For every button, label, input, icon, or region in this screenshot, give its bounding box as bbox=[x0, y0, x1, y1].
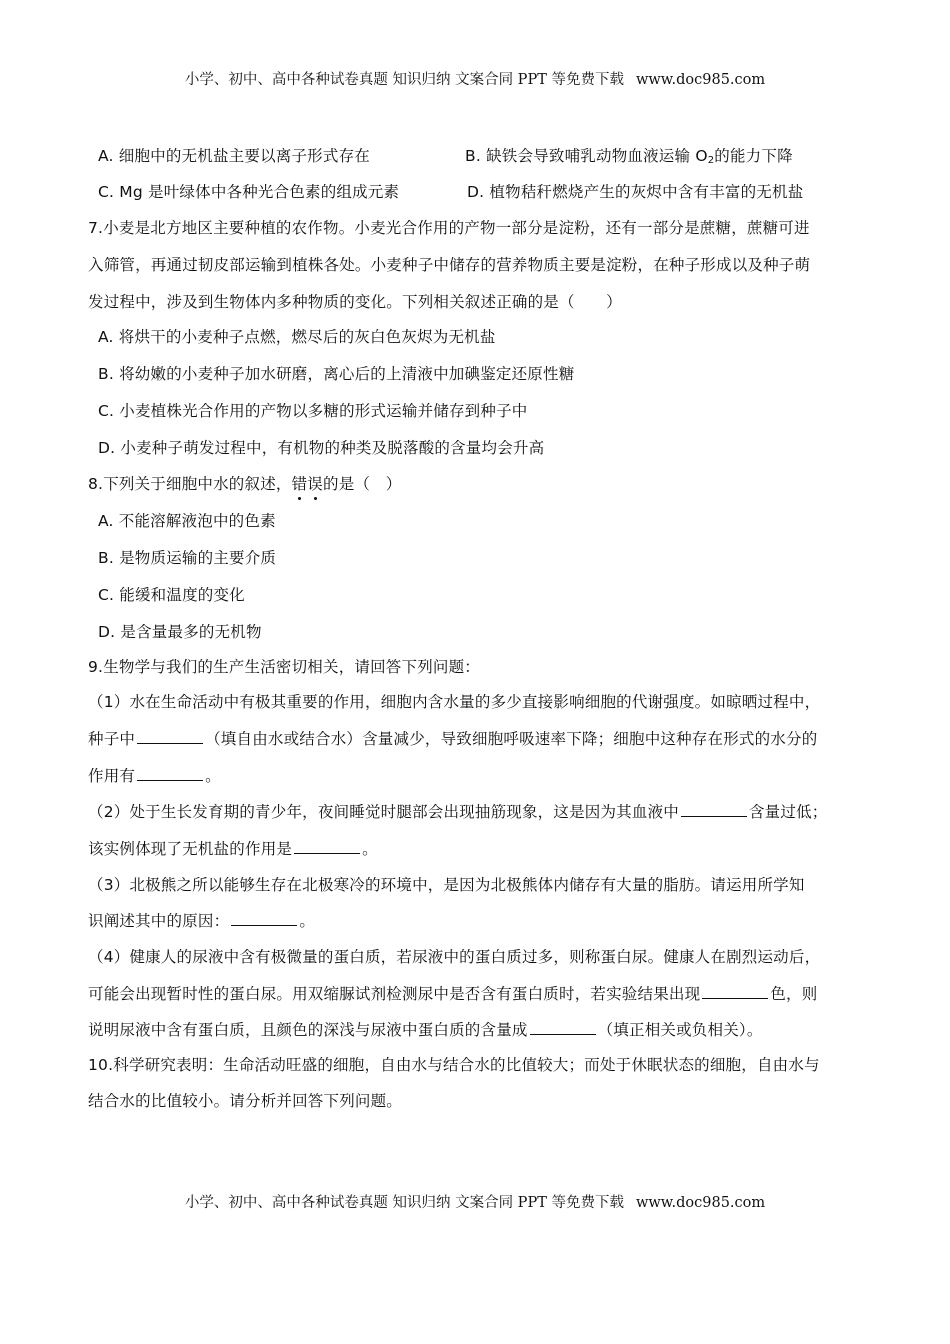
q6-options-row2 bbox=[98, 182, 878, 202]
q9-part1-line1: （1）水在生命活动中有极其重要的作用，细胞内含水量的多少直接影响细胞的代谢强度。如晾晒过程中， bbox=[88, 693, 821, 711]
q6-option-a: A. 细胞中的无机盐主要以离子形式存在 bbox=[98, 147, 370, 165]
q6-option-b: B. 缺铁会导致哺乳动物血液运输 $O_2$的能力下降 bbox=[465, 147, 793, 166]
q9-part4-line3: 说明尿液中含有蛋白质，且颜色的深浅与尿液中蛋白质的含量成 （填正相关或负相关）。 bbox=[88, 1021, 763, 1039]
page-footer bbox=[0, 1191, 950, 1212]
answer-blank bbox=[137, 766, 203, 781]
q9-part2-line2: 该实例体现了无机盐的作用是 。 bbox=[88, 840, 378, 858]
q9-part4-line1: （4）健康人的尿液中含有极微量的蛋白质，若尿液中的蛋白质过多，则称蛋白尿。健康人在剧烈运动后， bbox=[88, 948, 821, 966]
q8-stem: 8.下列关于细胞中水的叙述，错误的是（ ） bbox=[88, 475, 402, 493]
answer-blank bbox=[294, 839, 360, 854]
q9-part3-line1: （3）北极熊之所以能够生存在北极寒冷的环境中，是因为北极熊体内储存有大量的脂肪。请运用所学知 bbox=[88, 876, 805, 894]
q9-part4-line2: 可能会出现暂时性的蛋白尿。用双缩脲试剂检测尿中是否含有蛋白质时，若实验结果出现 色，则 bbox=[88, 985, 818, 1003]
q6-option-c: C. Mg 是叶绿体中各种光合色素的组成元素 bbox=[98, 183, 400, 201]
header-site: www.doc985.com bbox=[635, 72, 766, 88]
q7-option-d: D. 小麦种子萌发过程中，有机物的种类及脱落酸的含量均会升高 bbox=[98, 439, 545, 457]
q7-stem-line1: 7.小麦是北方地区主要种植的农作物。小麦光合作用的产物一部分是淀粉，还有一部分是蔗糖，蔗糖可进 bbox=[88, 219, 810, 237]
q9-part1-line3: 作用有 。 bbox=[88, 767, 221, 785]
footer-text: 小学、初中、高中各种试卷真题 知识归纳 文案合同 PPT 等免费下载 bbox=[184, 1195, 624, 1211]
q7-option-c: C. 小麦植株光合作用的产物以多糖的形式运输并储存到种子中 bbox=[98, 402, 528, 420]
emphasis-char: 误 bbox=[307, 475, 323, 493]
q10-stem-line2: 结合水的比值较小。请分析并回答下列问题。 bbox=[88, 1092, 403, 1110]
answer-blank bbox=[231, 911, 297, 926]
answer-blank bbox=[681, 802, 747, 817]
q8-option-b: B. 是物质运输的主要介质 bbox=[98, 549, 277, 567]
answer-blank bbox=[530, 1020, 596, 1035]
q7-stem-line3: 发过程中，涉及到生物体内多种物质的变化。下列相关叙述正确的是（ ） bbox=[88, 293, 622, 311]
q9-stem: 9.生物学与我们的生产生活密切相关，请回答下列问题： bbox=[88, 658, 480, 676]
answer-blank bbox=[702, 984, 768, 999]
q8-option-a: A. 不能溶解液泡中的色素 bbox=[98, 512, 276, 530]
q8-option-c: C. 能缓和温度的变化 bbox=[98, 586, 245, 604]
emphasis-char: 错 bbox=[291, 475, 308, 493]
q6-options-row1 bbox=[98, 146, 878, 166]
q9-part2-line1: （2）处于生长发育期的青少年，夜间睡觉时腿部会出现抽筋现象，这是因为其血液中 含量过低； bbox=[88, 803, 828, 821]
q7-option-a: A. 将烘干的小麦种子点燃，燃尽后的灰白色灰烬为无机盐 bbox=[98, 328, 496, 346]
q9-part1-line2: 种子中 （填自由水或结合水）含量减少，导致细胞呼吸速率下降；细胞中这种存在形式的水分的 bbox=[88, 730, 818, 748]
header-text: 小学、初中、高中各种试卷真题 知识归纳 文案合同 PPT 等免费下载 bbox=[184, 72, 624, 88]
q7-option-b: B. 将幼嫩的小麦种子加水研磨，离心后的上清液中加碘鉴定还原性糖 bbox=[98, 365, 575, 383]
answer-blank bbox=[137, 729, 203, 744]
q8-option-d: D. 是含量最多的无机物 bbox=[98, 623, 262, 641]
q9-part3-line2: 识阐述其中的原因： 。 bbox=[88, 912, 316, 930]
page-header bbox=[0, 68, 950, 89]
footer-site: www.doc985.com bbox=[635, 1195, 766, 1211]
q7-stem-line2: 入筛管，再通过韧皮部运输到植株各处。小麦种子中储存的营养物质主要是淀粉，在种子形成以及种子萌 bbox=[88, 256, 811, 274]
q6-option-d: D. 植物秸秆燃烧产生的灰烬中含有丰富的无机盐 bbox=[467, 183, 804, 201]
q10-stem-line1: 10.科学研究表明：生命活动旺盛的细胞，自由水与结合水的比值较大；而处于休眠状态的细胞，自由水与 bbox=[88, 1056, 820, 1074]
